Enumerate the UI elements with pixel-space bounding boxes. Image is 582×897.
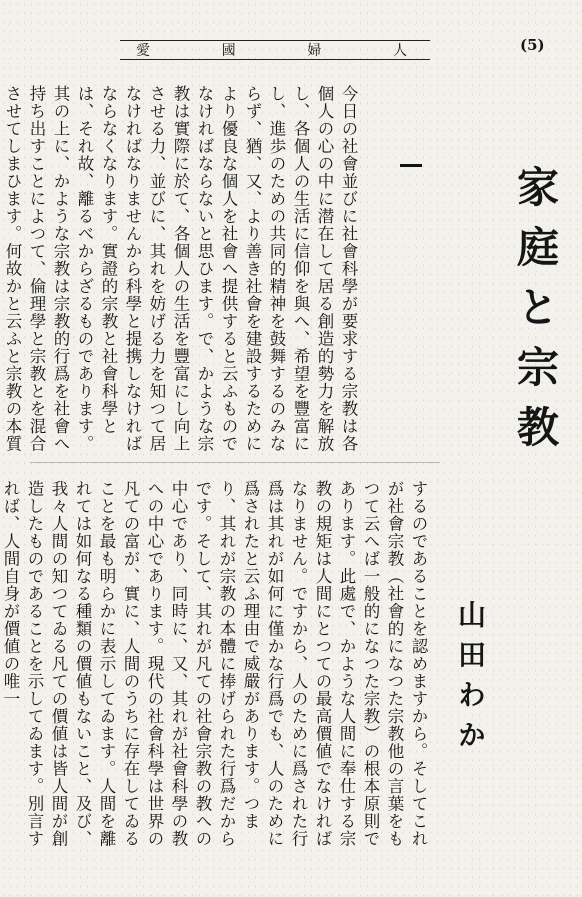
running-head-char: 人 — [392, 43, 414, 59]
author-name: 山田わか — [454, 600, 487, 760]
body-text-upper: 今日の社會並びに社會科學が要求する宗教は各個人の心の中に潜在して居る創造的勢力を解放し、各個人の生活に信仰を與へ、希望を豐富にし、進歩のための共同的精神を鼓舞するのみならず、猶、又、より善き社會を建設するためにより優良な個人を社會へ提供すると云ふものでなければならないと思ひます。で、かような宗教は實際に於て、各個人の生活を豐富にし向上させる力、並びに、其れを妨げる力を知つて居なければなりませんから科學と提携しなければならなくなります。實證的宗教と社會科學とは、それ故、離るべからざるものであります。其の上に、かような宗教は宗教的行爲を社會へ持ち出すことによつて、倫理學と宗教とを混合させてしまひます。何故かと云ふと宗教の本質 — [3, 85, 358, 453]
section-number-mark — [400, 164, 422, 167]
body-text-lower: するのであることを認めますから。そしてこれが社會宗教（社會的になつた宗教他の言葉をもつて云へば一般的になつた宗教）の根本原則であります。此處で、かような人間に奉仕する宗教の規矩は人間にとつての最高價値でなければなりません。ですから、人のために爲された行爲は其れが如何に僅かな行爲でも、人のために爲されたと云ふ理由で威嚴があります。つまり、其れが宗教の本體に捧げられた行爲だからです。そして、其れが凡ての社會宗教の教への中心であり、同時に、又、其れが社會科學の教への中心であります。現代の社會科學は世界の凡ての富が、實に、人間のうちに存在してゐることを最も明らかに表示してゐます。人間を離れては如何なる種類の價値もないこと、及び、我々人間の知つてゐる凡ての價値は皆人間が創造したものであることを示してゐます。別言すれば、人間自身が價値の唯一 — [1, 480, 428, 848]
running-head-char: 國 — [221, 43, 243, 59]
running-head — [120, 40, 430, 60]
divider — [30, 462, 440, 463]
page-number: (5) — [520, 36, 545, 54]
running-head-char: 婦 — [307, 43, 329, 59]
article-title: 家庭と宗教 — [511, 165, 560, 465]
section-number — [398, 150, 424, 180]
running-head-char: 愛 — [136, 43, 157, 59]
